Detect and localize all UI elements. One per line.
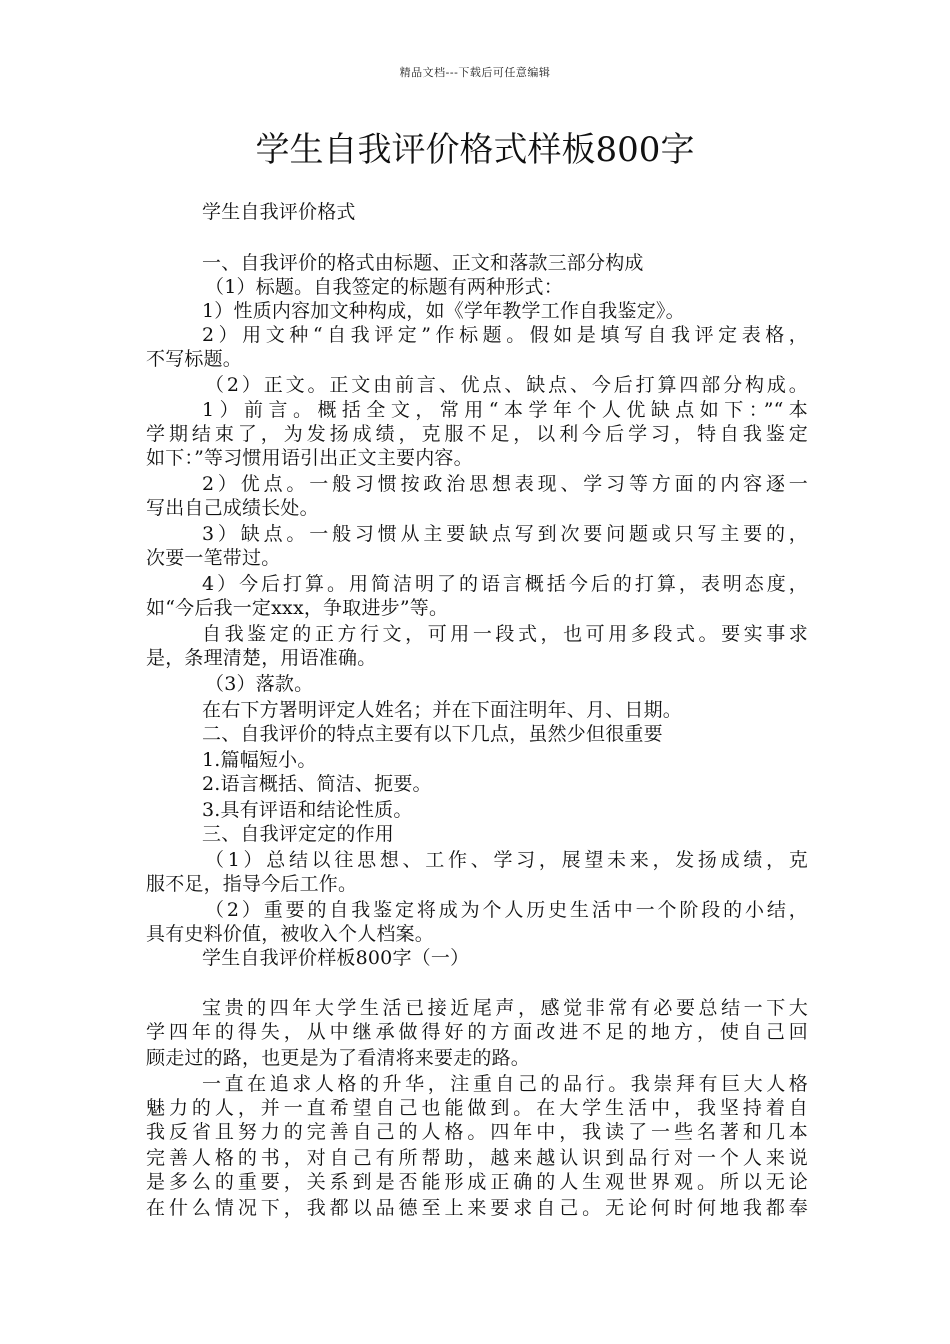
paragraph-line: 如“今后我一定xxx，争取进步”等。 <box>146 597 449 619</box>
list-item: 2.语言概括、简洁、扼要。 <box>202 773 432 795</box>
paragraph-line: （3）落款。 <box>205 673 314 695</box>
page-header-note: 精品文档---下载后可任意编辑 <box>399 66 551 79</box>
paragraph-line: 魅力的人，并一直希望自己也能做到。在大学生活中，我坚持着自 <box>146 1097 808 1119</box>
paragraph-line: （1）总结以往思想、工作、学习，展望未来，发扬成绩，克 <box>205 849 808 871</box>
paragraph-line: 学四年的得失，从中继承做得好的方面改进不足的地方，使自己回 <box>146 1021 808 1043</box>
paragraph-line: 完善人格的书，对自己有所帮助，越来越认识到品行对一个人来说 <box>146 1147 808 1169</box>
paragraph-line: 服不足，指导今后工作。 <box>146 873 358 895</box>
paragraph-line: （1）标题。自我签定的标题有两种形式： <box>205 276 563 298</box>
paragraph-line: 1）前言。概括全文，常用“本学年个人优缺点如下：”“本 <box>202 399 808 421</box>
paragraph-line: 次要一笔带过。 <box>146 547 281 569</box>
list-item: 1.篇幅短小。 <box>202 749 317 771</box>
paragraph-line: 一直在追求人格的升华，注重自己的品行。我崇拜有巨大人格 <box>202 1073 808 1095</box>
paragraph-line: 是多么的重要，关系到是否能形成正确的人生观世界观。所以无论 <box>146 1171 808 1193</box>
paragraph-line: 写出自己成绩长处。 <box>146 497 319 519</box>
paragraph-line: 一、自我评价的格式由标题、正文和落款三部分构成 <box>202 252 644 274</box>
paragraph-line: 4）今后打算。用简洁明了的语言概括今后的打算，表明态度， <box>202 573 808 595</box>
paragraph-line: 2）用文种“自我评定”作标题。假如是填写自我评定表格， <box>202 324 808 346</box>
paragraph-line: 是，条理清楚，用语准确。 <box>146 647 377 669</box>
paragraph-line: 宝贵的四年大学生活已接近尾声，感觉非常有必要总结一下大 <box>202 997 808 1019</box>
paragraph-line: 我反省且努力的完善自己的人格。四年中，我读了一些名著和几本 <box>146 1121 808 1143</box>
paragraph-line: 不写标题。 <box>146 348 243 370</box>
paragraph-line: 二、自我评价的特点主要有以下几点，虽然少但很重要 <box>202 723 663 745</box>
document-title: 学生自我评价格式样板800字 <box>255 130 695 170</box>
paragraph-line: 在什么情况下，我都以品德至上来要求自己。无论何时何地我都奉 <box>146 1197 808 1219</box>
list-item: 3.具有评语和结论性质。 <box>202 799 413 821</box>
paragraph-line: 如下：”等习惯用语引出正文主要内容。 <box>146 447 473 469</box>
section-heading: 学生自我评价格式 <box>202 201 356 223</box>
paragraph-line: 3）缺点。一般习惯从主要缺点写到次要问题或只写主要的， <box>202 523 808 545</box>
paragraph-line: （2）正文。正文由前言、优点、缺点、今后打算四部分构成。 <box>205 374 808 396</box>
paragraph-line: 2）优点。一般习惯按政治思想表现、学习等方面的内容逐一 <box>202 473 808 495</box>
paragraph-line: 学期结束了，为发扬成绩，克服不足，以利今后学习，特自我鉴定 <box>146 423 808 445</box>
section-heading: 学生自我评价样板800字（一） <box>202 947 470 969</box>
paragraph-line: 自我鉴定的正方行文，可用一段式，也可用多段式。要实事求 <box>202 623 808 645</box>
paragraph-line: 顾走过的路，也更是为了看清将来要走的路。 <box>146 1047 531 1069</box>
paragraph-line: 具有史料价值，被收入个人档案。 <box>146 923 435 945</box>
paragraph-line: 三、自我评定定的作用 <box>202 823 395 845</box>
paragraph-line: 1）性质内容加文种构成，如《学年教学工作自我鉴定》。 <box>202 300 685 322</box>
paragraph-line: 在右下方署明评定人姓名；并在下面注明年、月、日期。 <box>202 699 683 721</box>
paragraph-line: （2）重要的自我鉴定将成为个人历史生活中一个阶段的小结， <box>205 899 808 921</box>
